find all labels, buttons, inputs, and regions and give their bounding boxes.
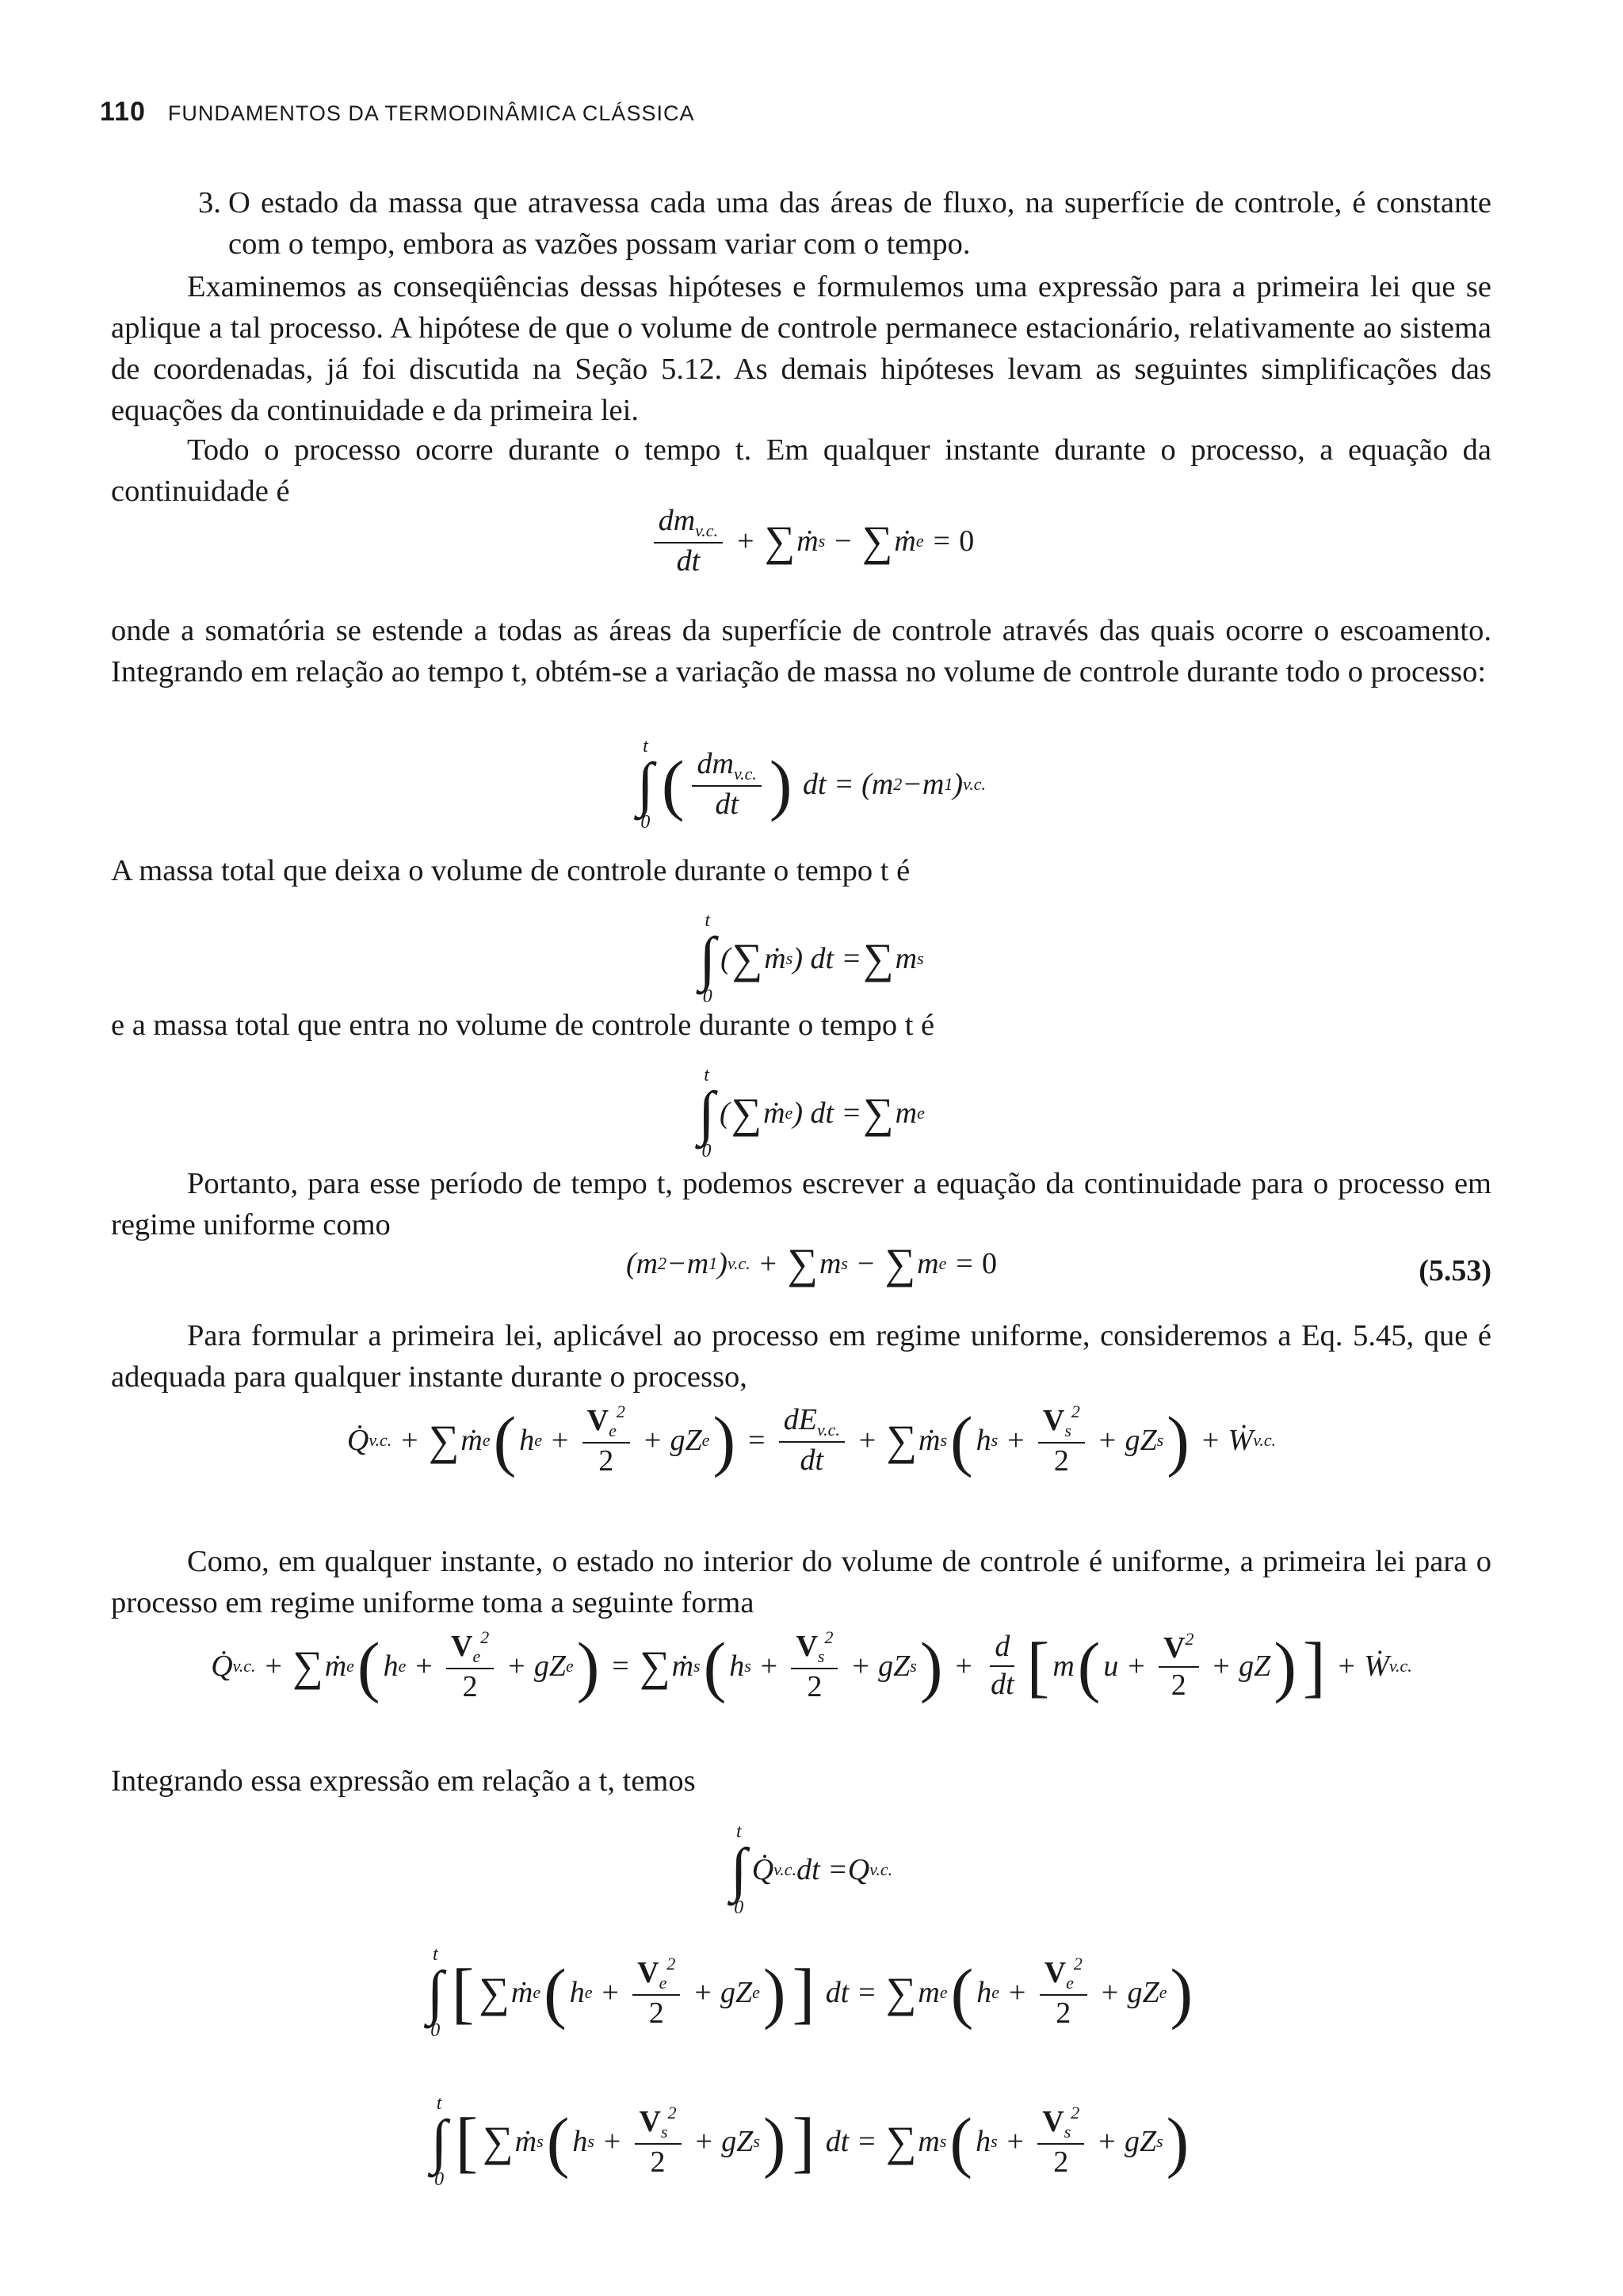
paragraph-2: Todo o processo ocorre durante o tempo t. Em qualquer instante durante o processo, a equação da continuidade é	[111, 433, 1491, 508]
paragraph-8: Como, em qualquer instante, o estado no interior do volume de controle é uniforme, a primeira lei para o processo em regime uniforme toma a seguinte forma	[111, 1545, 1491, 1619]
running-title: FUNDAMENTOS DA TERMODINÂMICA CLÁSSICA	[167, 101, 695, 125]
equation-mass-out: t ∫ 0 ( ∑ ṁ s ) dt = ∑ m s	[699, 910, 924, 1008]
equation-number: (5.53)	[1419, 1254, 1491, 1287]
paragraph-7: Para formular a primeira lei, aplicável ao processo em regime uniforme, consideremos a Eq. 5.45, que é adequada para qualquer instante durante o processo,	[111, 1319, 1491, 1394]
fraction: $\frac{dm_{v.c.}}{dt}$	[654, 505, 723, 578]
paragraph-9: Integrando essa expressão em relação a t, temos	[111, 1764, 696, 1798]
page-number: 110	[100, 97, 146, 127]
paragraph-4: A massa total que deixa o volume de controle durante o tempo t é	[111, 854, 911, 887]
paragraph-6: Portanto, para esse período de tempo t, podemos escrever a equação da continuidade para o processo em regime uniforme como	[111, 1167, 1491, 1241]
equation-mass-in: t ∫ 0 ( ∑ ṁ e ) dt = ∑ m e	[698, 1065, 925, 1162]
list-item-3	[111, 182, 1491, 265]
equation-inlet-energy-integral: t ∫ 0 [ ∑ ṁ e ( h e + $\frac{V_e^2}{2}$ + g Z e ) ] dt = ∑ m e ( h e + $\frac{V_e^2}{2}$ + g Z e )	[426, 1944, 1193, 2042]
paragraph-5: e a massa total que entra no volume de controle durante o tempo t é	[111, 1009, 935, 1042]
integral-sign: t ∫ 0	[637, 736, 654, 833]
equation-mass-change: t ∫ 0 ( $\frac{dm_{v.c.}}{dt}$ ) dt = ( m 2 − m 1 ) v.c.	[637, 736, 986, 833]
equation-first-law-uniform: Q̇ v.c. + ∑ ṁ e ( h e + $\frac{V_e^2}{2}$ + g Z e ) = ∑ ṁ s ( h s + $\frac{V_s^2}{2}$ + g Z s ) + $\frac{d}{dt}$ [ m ( u + $\frac{V^2}{2}$ + g Z ) ] + Ẇ v.c.	[211, 1627, 1412, 1704]
paragraph-1: Examinemos as conseqüências dessas hipóteses e formulemos uma expressão para a primeira lei que se aplique a tal processo. A hipótese de que o volume de controle permanece estacionário, relativamente ao sistema de coordenadas, já foi discutida na Seção 5.12. As demais hipóteses levam as seguintes simplificações das equações da continuidade e da primeira lei.	[111, 270, 1491, 427]
list-item-text: O estado da massa que atravessa cada uma das áreas de fluxo, na superfície de controle, é constante com o tempo, embora as vazões possam variar com o tempo.	[228, 186, 1491, 261]
equation-5-53: ( m 2 − m 1 ) v.c. + ∑ m s − ∑ m e = 0	[626, 1240, 997, 1287]
equation-heat-integral: t ∫ 0 Q̇ v.c. dt = Q v.c.	[730, 1821, 893, 1919]
equation-outlet-energy-integral: t ∫ 0 [ ∑ ṁ s ( h s + $\frac{V_s^2}{2}$ + g Z s ) ] dt = ∑ m s ( h s + $\frac{V_s^2}{2}$ + g Z s )	[430, 2093, 1190, 2191]
equation-continuity-rate: $\frac{dm_{v.c.}}{dt}$ + ∑ ṁ s − ∑ ṁ e = 0	[0, 503, 1623, 578]
list-item-number: 3.	[198, 186, 221, 219]
equation-first-law-rate: Q̇ v.c. + ∑ ṁ e ( h e + $\frac{V_e^2}{2}$ + g Z e ) = $\frac{dE_{v.c.}}{dt}$ + ∑ ṁ s ( h s + $\frac{V_s^2}{2}$ + g Z s ) + Ẇ v.c.	[346, 1402, 1277, 1478]
paragraph-3: onde a somatória se estende a todas as áreas da superfície de controle através das quais ocorre o escoamento. Integrando em relação ao tempo t, obtém-se a variação de massa no volume de controle durante todo o processo:	[111, 614, 1491, 688]
running-header	[100, 97, 694, 128]
